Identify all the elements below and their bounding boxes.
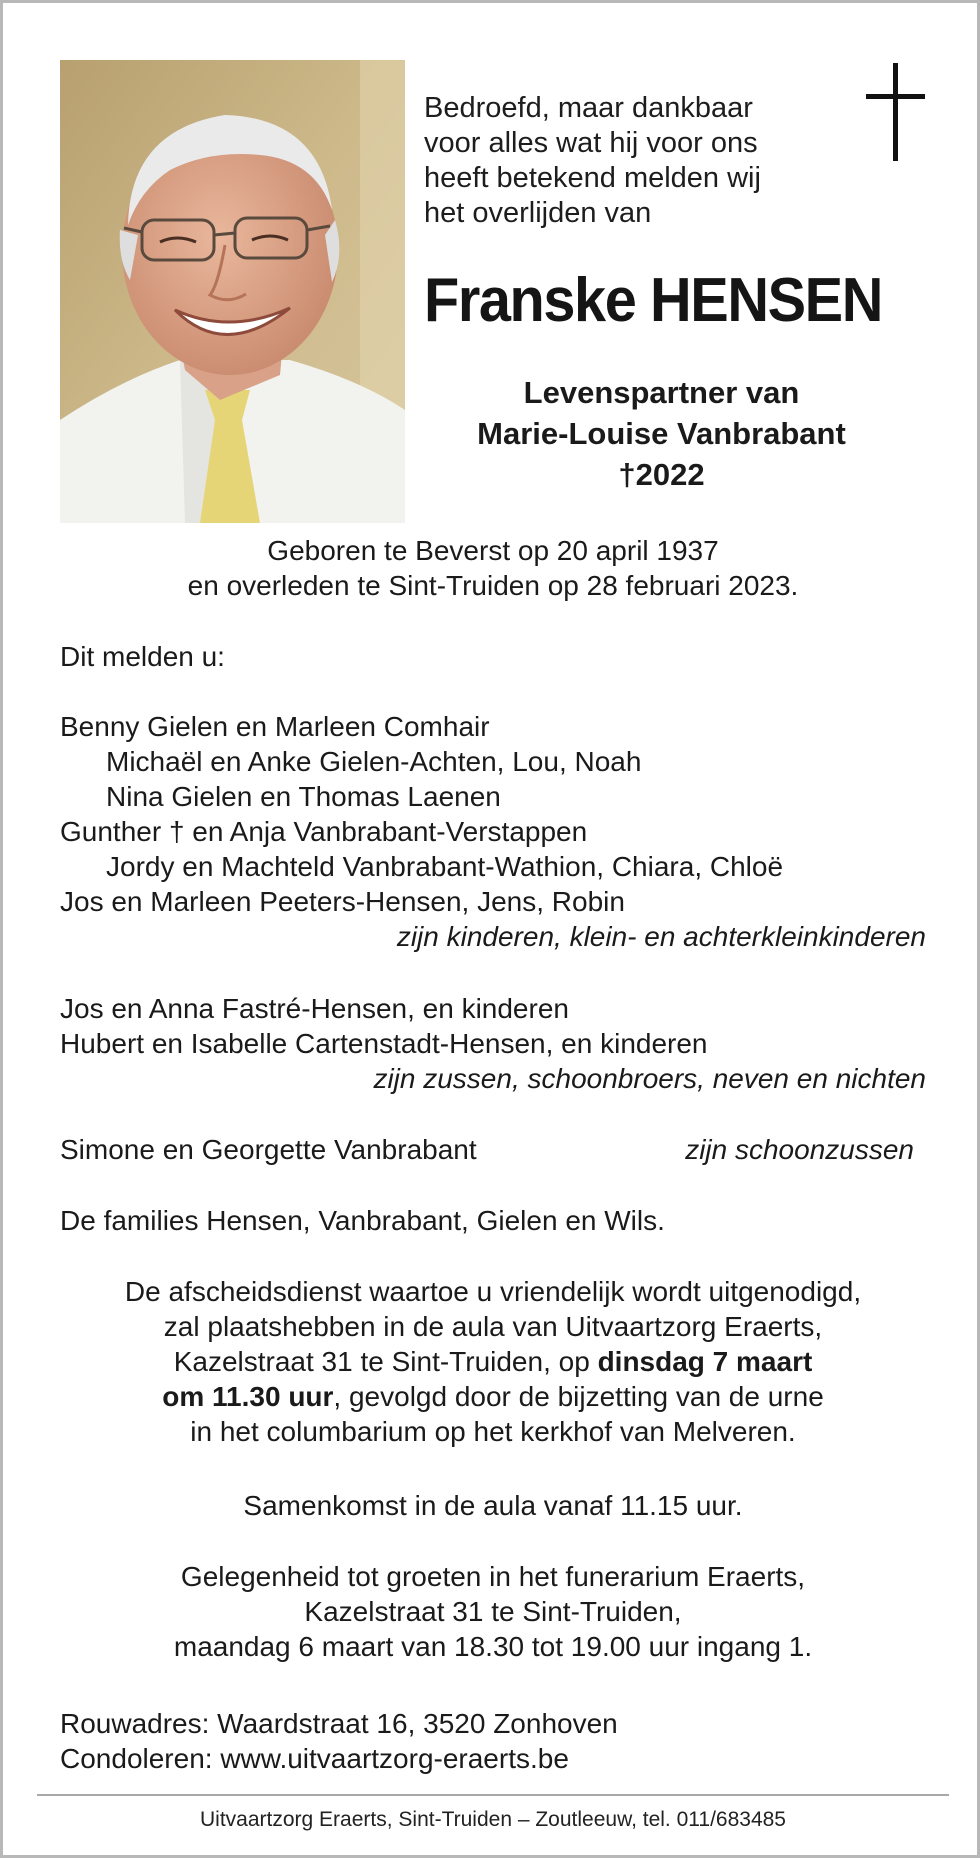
intro-line: voor alles wat hij voor ons [424,127,758,159]
sisters-in-law-row [60,1132,926,1167]
intro-line: Bedroefd, maar dankbaar [424,92,753,124]
partner-line: †2022 [618,457,705,492]
service-line [60,1379,926,1414]
family-line: Gunther † en Anja Vanbrabant-Verstappen [60,816,588,847]
gathering-info [60,1488,926,1523]
family-line: Simone en Georgette Vanbrabant [60,1134,477,1165]
family-line: Michaël en Anke Gielen-Achten, Lou, Noah [106,746,642,777]
intro-line: het overlijden van [424,197,652,229]
service-time: om 11.30 uur [162,1381,334,1412]
address-info [60,1706,926,1776]
service-line: in het columbarium op het kerkhof van Melveren. [190,1416,796,1447]
family-line: Hubert en Isabelle Cartenstadt-Hensen, en kinderen [60,1028,708,1059]
service-date: dinsdag 7 maart [597,1346,813,1377]
family-line: Jos en Anna Fastré-Hensen, en kinderen [60,993,569,1024]
visitation-line: maandag 6 maart van 18.30 tot 19.00 uur ingang 1. [173,1631,813,1662]
mourning-address: Rouwadres: Waardstraat 16, 3520 Zonhoven [60,1708,618,1739]
relation-label: zijn zussen, schoonbroers, neven en nichten [373,1063,926,1094]
born-line: en overleden te Sint-Truiden op 28 februari 2023. [187,570,799,601]
footer-divider [37,1794,949,1796]
gathering-line: Samenkomst in de aula vanaf 11.15 uur. [243,1490,743,1521]
birth-death-info [60,533,926,603]
partner-info [424,372,899,495]
children-list [60,709,926,954]
relation-label: zijn schoonzussen [685,1134,914,1165]
service-line: De afscheidsdienst waartoe u vriendelijk wordt uitgenodigd, [124,1276,862,1307]
family-line: Benny Gielen en Marleen Comhair [60,711,490,742]
partner-line: Marie-Louise Vanbrabant [477,416,846,451]
cross-icon [866,63,926,163]
visitation-line: Kazelstraat 31 te Sint-Truiden, [304,1596,682,1627]
announce-text [60,639,926,674]
service-text: , gevolgd door de bijzetting van de urne [333,1381,824,1412]
visitation-info [60,1559,926,1664]
deceased-name: Franske HENSEN [424,266,882,335]
born-line: Geboren te Beverst op 20 april 1937 [267,535,719,566]
families-line: De families Hensen, Vanbrabant, Gielen en Wils. [60,1205,665,1236]
footer-text: Uitvaartzorg Eraerts, Sint-Truiden – Zoutleeuw, tel. 011/683485 [200,1808,786,1831]
intro-line: heeft betekend melden wij [424,162,761,194]
family-line: Nina Gielen en Thomas Laenen [106,781,501,812]
service-text: Kazelstraat 31 te Sint-Truiden, op [173,1346,598,1377]
partner-line: Levenspartner van [523,375,800,410]
service-line [60,1344,926,1379]
family-line: Jordy en Machteld Vanbrabant-Wathion, Chiara, Chloë [106,851,784,882]
intro-text [424,91,824,231]
visitation-line: Gelegenheid tot groeten in het funerarium Eraerts, [180,1561,806,1592]
condolence-link[interactable]: Condoleren: www.uitvaartzorg-eraerts.be [60,1743,569,1774]
families-text [60,1203,926,1238]
service-line: zal plaatshebben in de aula van Uitvaartzorg Eraerts, [163,1311,823,1342]
family-line: Jos en Marleen Peeters-Hensen, Jens, Robin [60,886,625,917]
relation-label: zijn kinderen, klein- en achterkleinkinderen [396,921,926,952]
announce-line: Dit melden u: [60,641,225,672]
portrait-photo [60,60,405,523]
siblings-list [60,991,926,1096]
service-info [60,1274,926,1449]
